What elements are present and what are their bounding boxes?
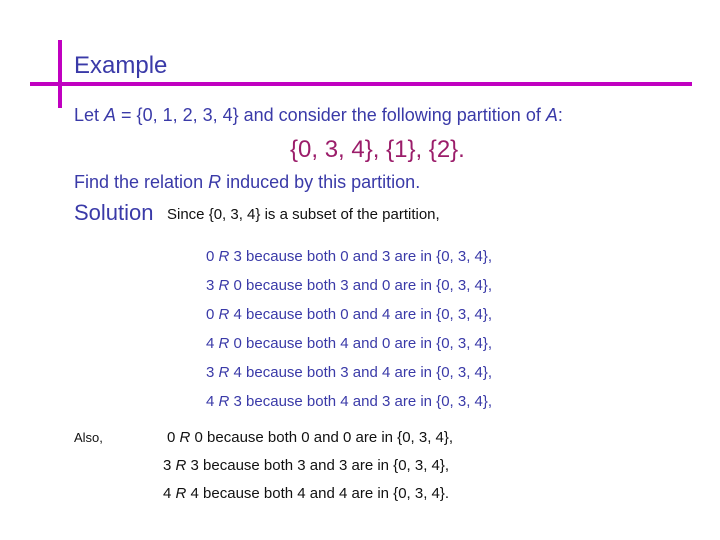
rel-b: 3 (233, 393, 242, 410)
rel-a: 3 (163, 457, 172, 474)
rel-r: R (218, 393, 230, 410)
rel-rest: because both 0 and 3 are in {0, 3, 4}, (241, 248, 493, 265)
rel-a: 0 (206, 248, 215, 265)
rel-rest: because both 0 and 0 are in {0, 3, 4}, (202, 429, 454, 446)
rel-rest: because both 4 and 3 are in {0, 3, 4}, (241, 393, 493, 410)
rel-a: 3 (206, 277, 215, 294)
rel-b: 3 (190, 457, 199, 474)
intro-line (74, 105, 563, 126)
solution-label: Solution (74, 200, 154, 225)
relation-line (206, 271, 492, 300)
partition-display: {0, 3, 4}, {1}, {2}. (290, 136, 465, 163)
relation-variable-r: R (208, 172, 222, 192)
relation-line (206, 300, 492, 329)
also-relation-line (163, 424, 453, 452)
rel-a: 4 (206, 393, 215, 410)
relation-line (206, 329, 492, 358)
relations-list (206, 242, 492, 416)
rel-b: 4 (233, 364, 242, 381)
set-variable-a: A (104, 105, 117, 125)
also-relation-line (163, 480, 453, 508)
intro-mid: = {0, 1, 2, 3, 4} and consider the following partition of (116, 105, 546, 125)
intro-suffix: : (557, 105, 563, 125)
accent-horizontal-bar (30, 82, 692, 86)
rel-a: 0 (167, 429, 176, 446)
rel-r: R (218, 277, 230, 294)
rel-r: R (175, 485, 187, 502)
rel-a: 0 (206, 306, 215, 323)
relation-line (206, 242, 492, 271)
rel-rest: because both 3 and 3 are in {0, 3, 4}, (198, 457, 450, 474)
accent-vertical-bar (58, 40, 62, 108)
question-prefix: Find the relation (74, 172, 209, 192)
slide-title: Example (74, 52, 168, 79)
rel-r: R (218, 364, 230, 381)
rel-r: R (218, 335, 230, 352)
rel-rest: because both 0 and 4 are in {0, 3, 4}, (241, 306, 493, 323)
rel-b: 0 (194, 429, 203, 446)
relation-line (206, 387, 492, 416)
intro-prefix: Let (74, 105, 105, 125)
rel-a: 3 (206, 364, 215, 381)
rel-rest: because both 3 and 0 are in {0, 3, 4}, (241, 277, 493, 294)
rel-rest: because both 4 and 4 are in {0, 3, 4}. (198, 485, 450, 502)
also-label: Also, (74, 430, 103, 445)
also-relations-list (163, 424, 453, 508)
rel-r: R (218, 306, 230, 323)
question-suffix: induced by this partition. (221, 172, 421, 192)
rel-b: 0 (233, 335, 242, 352)
rel-a: 4 (206, 335, 215, 352)
rel-b: 4 (233, 306, 242, 323)
solution-text: Since {0, 3, 4} is a subset of the partition, (167, 206, 440, 223)
rel-b: 3 (233, 248, 242, 265)
relation-line (206, 358, 492, 387)
rel-b: 0 (233, 277, 242, 294)
rel-b: 4 (190, 485, 199, 502)
question-line (74, 172, 420, 193)
rel-rest: because both 3 and 4 are in {0, 3, 4}, (241, 364, 493, 381)
also-relation-line (163, 452, 453, 480)
rel-rest: because both 4 and 0 are in {0, 3, 4}, (241, 335, 493, 352)
rel-a: 4 (163, 485, 172, 502)
rel-r: R (175, 457, 187, 474)
set-variable-a-2: A (545, 105, 558, 125)
rel-r: R (179, 429, 191, 446)
rel-r: R (218, 248, 230, 265)
